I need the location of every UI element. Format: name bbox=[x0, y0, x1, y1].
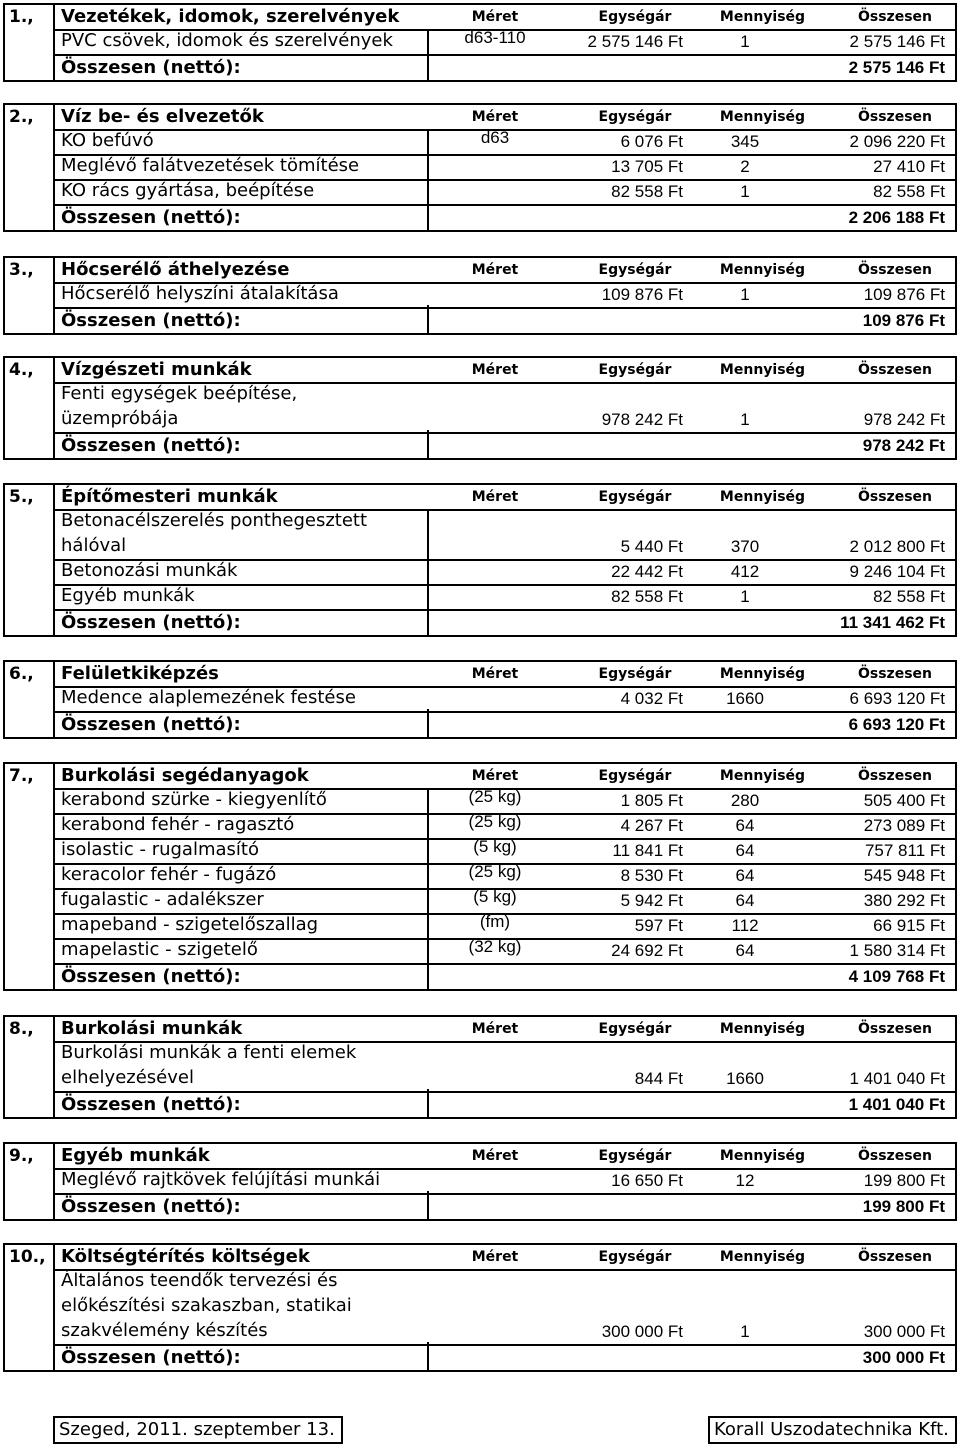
section-title: Költségtérítés költségek bbox=[61, 1246, 310, 1267]
line-item bbox=[55, 1041, 955, 1093]
column-quantity-header: Mennyiség bbox=[719, 1021, 806, 1037]
item-size: (5 kg) bbox=[473, 837, 517, 856]
item-description: Betonacélszerelés ponthegesztett bbox=[61, 510, 368, 531]
item-total: 2 096 220 Ft bbox=[849, 132, 945, 151]
item-unit-price: 5 942 Ft bbox=[620, 891, 683, 910]
column-unit-price-header: Egységár bbox=[598, 9, 672, 25]
column-quantity-header: Mennyiség bbox=[719, 109, 806, 125]
net-total-value: 2 575 146 Ft bbox=[848, 58, 945, 77]
item-quantity: 64 bbox=[735, 891, 755, 910]
item-quantity: 1 bbox=[740, 182, 750, 201]
item-quantity: 370 bbox=[730, 537, 760, 556]
column-unit-price-header: Egységár bbox=[598, 1249, 672, 1265]
column-divider bbox=[427, 838, 429, 863]
section-number: 6., bbox=[5, 662, 55, 737]
column-size-header: Méret bbox=[471, 1148, 519, 1164]
line-item bbox=[55, 559, 955, 586]
item-quantity: 64 bbox=[735, 816, 755, 835]
item-description: elhelyezésével bbox=[61, 1067, 194, 1088]
item-size: d63-110 bbox=[464, 28, 526, 47]
section-net-total bbox=[55, 1191, 955, 1219]
column-size-header: Méret bbox=[471, 489, 519, 505]
net-total-value: 6 693 120 Ft bbox=[848, 715, 945, 734]
section-6 bbox=[3, 660, 957, 739]
column-size-header: Méret bbox=[471, 1021, 519, 1037]
section-title: Burkolási munkák bbox=[61, 1018, 243, 1039]
column-quantity-header: Mennyiség bbox=[719, 262, 806, 278]
item-description: fugalastic - adalékszer bbox=[61, 889, 264, 910]
line-item bbox=[55, 813, 955, 840]
item-quantity: 1 bbox=[740, 1322, 750, 1341]
item-total: 6 693 120 Ft bbox=[849, 689, 945, 708]
section-number: 2., bbox=[5, 105, 55, 230]
item-unit-price: 5 440 Ft bbox=[620, 537, 683, 556]
item-unit-price: 11 841 Ft bbox=[612, 841, 683, 860]
item-quantity: 1 bbox=[740, 32, 750, 51]
item-description: kerabond szürke - kiegyenlítő bbox=[61, 789, 327, 810]
item-description: Medence alaplemezének festése bbox=[61, 687, 356, 708]
line-item bbox=[55, 913, 955, 940]
column-total-header: Összesen bbox=[857, 666, 932, 682]
net-total-value: 2 206 188 Ft bbox=[848, 208, 945, 227]
item-total: 545 948 Ft bbox=[863, 866, 945, 885]
item-unit-price: 1 805 Ft bbox=[620, 791, 683, 810]
column-total-header: Összesen bbox=[857, 362, 932, 378]
section-title: Burkolási segédanyagok bbox=[61, 765, 309, 786]
line-item bbox=[55, 863, 955, 890]
net-total-value: 11 341 462 Ft bbox=[840, 613, 945, 632]
item-size: (5 kg) bbox=[473, 887, 517, 906]
item-description: Általános teendők tervezési és bbox=[61, 1270, 338, 1291]
section-net-total bbox=[55, 607, 955, 635]
item-total: 9 246 104 Ft bbox=[849, 562, 945, 581]
column-total-header: Összesen bbox=[857, 1249, 932, 1265]
item-unit-price: 13 705 Ft bbox=[611, 157, 683, 176]
column-divider bbox=[427, 813, 429, 838]
column-quantity-header: Mennyiség bbox=[719, 666, 806, 682]
item-quantity: 412 bbox=[730, 562, 760, 581]
section-title: Vízgészeti munkák bbox=[61, 359, 252, 380]
item-quantity: 2 bbox=[740, 157, 750, 176]
item-description: KO rács gyártása, beépítése bbox=[61, 180, 315, 201]
section-title: Vezetékek, idomok, szerelvények bbox=[61, 6, 400, 27]
item-quantity: 1 bbox=[740, 410, 750, 429]
column-unit-price-header: Egységár bbox=[598, 1148, 672, 1164]
item-total: 273 089 Ft bbox=[863, 816, 945, 835]
item-description: Meglévő falátvezetések tömítése bbox=[61, 155, 360, 176]
section-net-total bbox=[55, 1342, 955, 1370]
item-total: 82 558 Ft bbox=[873, 182, 945, 201]
item-quantity: 112 bbox=[731, 916, 759, 935]
column-size-header: Méret bbox=[471, 768, 519, 784]
item-quantity: 280 bbox=[730, 791, 760, 810]
item-total: 1 580 314 Ft bbox=[849, 941, 945, 960]
column-unit-price-header: Egységár bbox=[598, 1021, 672, 1037]
item-unit-price: 22 442 Ft bbox=[611, 562, 683, 581]
item-unit-price: 6 076 Ft bbox=[620, 132, 683, 151]
column-unit-price-header: Egységár bbox=[598, 109, 672, 125]
line-item bbox=[55, 129, 955, 156]
column-divider bbox=[427, 154, 429, 179]
section-net-total bbox=[55, 430, 955, 458]
item-unit-price: 82 558 Ft bbox=[611, 182, 683, 201]
item-description: szakvélemény készítés bbox=[61, 1320, 268, 1341]
column-total-header: Összesen bbox=[857, 262, 932, 278]
column-divider bbox=[427, 509, 429, 559]
section-3 bbox=[3, 256, 957, 335]
item-size: d63 bbox=[480, 128, 510, 147]
item-total: 109 876 Ft bbox=[863, 285, 945, 304]
column-unit-price-header: Egységár bbox=[598, 666, 672, 682]
section-10 bbox=[3, 1243, 957, 1372]
item-description: Meglévő rajtkövek felújítási munkái bbox=[61, 1169, 381, 1190]
net-total-value: 978 242 Ft bbox=[862, 436, 945, 455]
section-number: 7., bbox=[5, 764, 55, 989]
item-description: Egyéb munkák bbox=[61, 585, 195, 606]
column-divider bbox=[427, 888, 429, 913]
section-net-total bbox=[55, 305, 955, 333]
section-number: 9., bbox=[5, 1144, 55, 1219]
column-quantity-header: Mennyiség bbox=[719, 1148, 806, 1164]
net-total-value: 109 876 Ft bbox=[862, 311, 945, 330]
section-1 bbox=[3, 3, 957, 82]
column-size-header: Méret bbox=[471, 362, 519, 378]
item-unit-price: 4 267 Ft bbox=[620, 816, 683, 835]
column-divider bbox=[427, 179, 429, 204]
column-size-header: Méret bbox=[471, 9, 519, 25]
line-item bbox=[55, 154, 955, 181]
item-unit-price: 4 032 Ft bbox=[620, 689, 683, 708]
item-size: (fm) bbox=[479, 912, 511, 931]
section-number: 4., bbox=[5, 358, 55, 458]
column-quantity-header: Mennyiség bbox=[719, 9, 806, 25]
column-total-header: Összesen bbox=[857, 1021, 932, 1037]
line-item bbox=[55, 382, 955, 434]
column-total-header: Összesen bbox=[857, 109, 932, 125]
column-divider bbox=[427, 788, 429, 813]
net-total-label: Összesen (nettó): bbox=[61, 1347, 241, 1368]
item-description: kerabond fehér - ragasztó bbox=[61, 814, 295, 835]
section-2 bbox=[3, 103, 957, 232]
item-total: 82 558 Ft bbox=[873, 587, 945, 606]
column-total-header: Összesen bbox=[857, 1148, 932, 1164]
net-total-label: Összesen (nettó): bbox=[61, 1094, 241, 1115]
line-item bbox=[55, 509, 955, 561]
item-size: (25 kg) bbox=[468, 787, 522, 806]
item-unit-price: 597 Ft bbox=[634, 916, 683, 935]
item-quantity: 1660 bbox=[726, 689, 764, 708]
item-quantity: 1660 bbox=[726, 1069, 764, 1088]
column-quantity-header: Mennyiség bbox=[719, 1249, 806, 1265]
net-total-value: 4 109 768 Ft bbox=[848, 967, 945, 986]
item-quantity: 64 bbox=[735, 866, 755, 885]
item-size: (25 kg) bbox=[468, 862, 522, 881]
column-quantity-header: Mennyiség bbox=[719, 489, 806, 505]
item-unit-price: 82 558 Ft bbox=[611, 587, 683, 606]
item-unit-price: 978 242 Ft bbox=[601, 410, 683, 429]
section-7 bbox=[3, 762, 957, 991]
item-total: 505 400 Ft bbox=[863, 791, 945, 810]
section-8 bbox=[3, 1015, 957, 1119]
item-description: PVC csövek, idomok és szerelvények bbox=[61, 30, 393, 51]
section-net-total bbox=[55, 52, 955, 80]
column-unit-price-header: Egységár bbox=[598, 489, 672, 505]
column-size-header: Méret bbox=[471, 666, 519, 682]
item-unit-price: 16 650 Ft bbox=[611, 1171, 683, 1190]
net-total-label: Összesen (nettó): bbox=[61, 207, 241, 228]
net-total-label: Összesen (nettó): bbox=[61, 966, 241, 987]
column-size-header: Méret bbox=[471, 1249, 519, 1265]
item-quantity: 12 bbox=[735, 1171, 755, 1190]
item-unit-price: 24 692 Ft bbox=[611, 941, 683, 960]
item-description: üzempróbája bbox=[61, 408, 179, 429]
place-date: Szeged, 2011. szeptember 13. bbox=[53, 1416, 343, 1444]
column-unit-price-header: Egységár bbox=[598, 262, 672, 278]
column-quantity-header: Mennyiség bbox=[719, 768, 806, 784]
item-total: 2 575 146 Ft bbox=[849, 32, 945, 51]
company-name: Korall Uszodatechnika Kft. bbox=[708, 1416, 957, 1444]
item-unit-price: 844 Ft bbox=[634, 1069, 683, 1088]
item-total: 1 401 040 Ft bbox=[849, 1069, 945, 1088]
item-description: mapeband - szigetelőszallag bbox=[61, 914, 319, 935]
item-total: 2 012 800 Ft bbox=[849, 537, 945, 556]
item-unit-price: 109 876 Ft bbox=[601, 285, 683, 304]
column-total-header: Összesen bbox=[857, 489, 932, 505]
section-title: Építőmesteri munkák bbox=[61, 486, 278, 507]
item-size: (32 kg) bbox=[468, 937, 522, 956]
item-unit-price: 8 530 Ft bbox=[620, 866, 683, 885]
item-quantity: 64 bbox=[735, 941, 755, 960]
item-description: Fenti egységek beépítése, bbox=[61, 383, 298, 404]
section-title: Hőcserélő áthelyezése bbox=[61, 259, 290, 280]
column-divider bbox=[427, 559, 429, 584]
item-quantity: 64 bbox=[735, 841, 755, 860]
item-total: 199 800 Ft bbox=[863, 1171, 945, 1190]
section-5 bbox=[3, 483, 957, 637]
item-description: KO befúvó bbox=[61, 130, 154, 151]
line-item bbox=[55, 838, 955, 865]
item-quantity: 1 bbox=[740, 587, 750, 606]
column-unit-price-header: Egységár bbox=[598, 768, 672, 784]
net-total-value: 300 000 Ft bbox=[862, 1348, 945, 1367]
section-number: 1., bbox=[5, 5, 55, 80]
item-unit-price: 300 000 Ft bbox=[601, 1322, 683, 1341]
net-total-label: Összesen (nettó): bbox=[61, 435, 241, 456]
section-title: Víz be- és elvezetők bbox=[61, 106, 264, 127]
item-description: Burkolási munkák a fenti elemek bbox=[61, 1042, 357, 1063]
net-total-label: Összesen (nettó): bbox=[61, 714, 241, 735]
net-total-value: 199 800 Ft bbox=[862, 1197, 945, 1216]
item-description: Hőcserélő helyszíni átalakítása bbox=[61, 283, 339, 304]
column-size-header: Méret bbox=[471, 262, 519, 278]
column-unit-price-header: Egységár bbox=[598, 362, 672, 378]
column-divider bbox=[427, 938, 429, 963]
item-total: 757 811 Ft bbox=[864, 841, 945, 860]
section-number: 3., bbox=[5, 258, 55, 333]
item-size: (25 kg) bbox=[468, 812, 522, 831]
column-quantity-header: Mennyiség bbox=[719, 362, 806, 378]
column-divider bbox=[427, 913, 429, 938]
item-total: 978 242 Ft bbox=[863, 410, 945, 429]
item-description: isolastic - rugalmasító bbox=[61, 839, 259, 860]
net-total-label: Összesen (nettó): bbox=[61, 1196, 241, 1217]
column-total-header: Összesen bbox=[857, 768, 932, 784]
column-divider bbox=[427, 863, 429, 888]
net-total-label: Összesen (nettó): bbox=[61, 57, 241, 78]
item-description: Betonozási munkák bbox=[61, 560, 238, 581]
column-size-header: Méret bbox=[471, 109, 519, 125]
section-net-total bbox=[55, 202, 955, 230]
net-total-label: Összesen (nettó): bbox=[61, 310, 241, 331]
section-number: 10., bbox=[5, 1245, 55, 1370]
section-4 bbox=[3, 356, 957, 460]
column-divider bbox=[427, 584, 429, 609]
column-divider bbox=[427, 29, 429, 54]
item-description: hálóval bbox=[61, 535, 127, 556]
column-total-header: Összesen bbox=[857, 9, 932, 25]
item-description: előkészítési szakaszban, statikai bbox=[61, 1295, 352, 1316]
item-unit-price: 2 575 146 Ft bbox=[587, 32, 683, 51]
line-item bbox=[55, 788, 955, 815]
column-divider bbox=[427, 129, 429, 154]
section-number: 5., bbox=[5, 485, 55, 635]
item-total: 66 915 Ft bbox=[873, 916, 945, 935]
net-total-label: Összesen (nettó): bbox=[61, 612, 241, 633]
section-number: 8., bbox=[5, 1017, 55, 1117]
item-quantity: 1 bbox=[740, 285, 750, 304]
item-description: keracolor fehér - fugázó bbox=[61, 864, 277, 885]
item-total: 380 292 Ft bbox=[863, 891, 945, 910]
section-title: Felületkiképzés bbox=[61, 663, 219, 684]
item-quantity: 345 bbox=[730, 132, 760, 151]
line-item bbox=[55, 1269, 955, 1346]
section-9 bbox=[3, 1142, 957, 1221]
section-net-total bbox=[55, 961, 955, 989]
line-item bbox=[55, 888, 955, 915]
net-total-value: 1 401 040 Ft bbox=[848, 1095, 945, 1114]
item-total: 300 000 Ft bbox=[863, 1322, 945, 1341]
section-net-total bbox=[55, 1089, 955, 1117]
section-title: Egyéb munkák bbox=[61, 1145, 210, 1166]
section-net-total bbox=[55, 709, 955, 737]
item-total: 27 410 Ft bbox=[873, 157, 945, 176]
item-description: mapelastic - szigetelő bbox=[61, 939, 258, 960]
